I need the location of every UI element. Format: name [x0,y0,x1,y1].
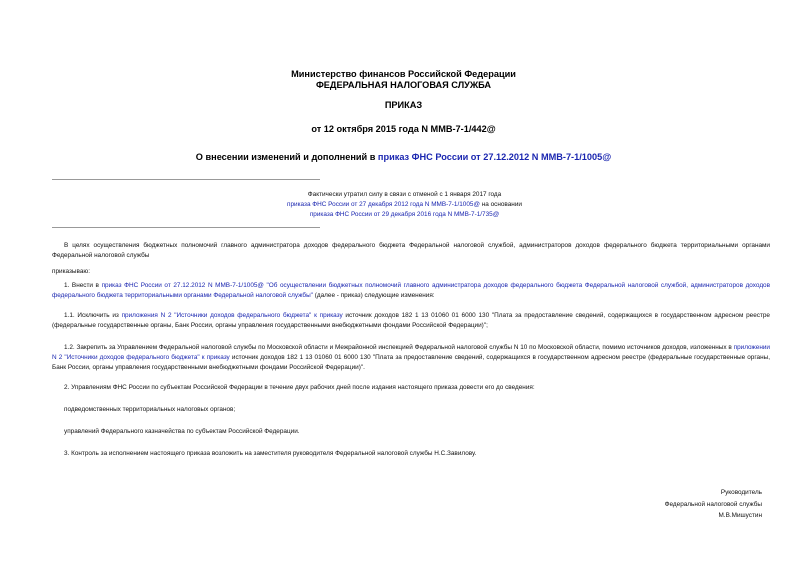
date-number: от 12 октября 2015 года N ММВ-7-1/442@ [311,124,496,134]
paragraph-2-a: подведомственных территориальных налоговых органов; [64,406,236,413]
status-note-line1: Фактически утратил силу в связи с отменой с 1 января 2017 года [307,191,502,198]
order-word: приказываю: [52,268,90,275]
status-note-suffix: на основании [479,201,522,208]
status-note-line2 [52,200,757,210]
p1-link[interactable]: приказ ФНС России от 27.12.2012 N ММВ-7-1/1005@ "Об осуществлении бюджетных полномочий главного администратора доходов федерального бюджета Федеральной налоговой службой, администраторов доходов федерального бюджета территориальными органами Федеральной налоговой службы" [52,282,770,299]
status-note-line3 [52,210,757,220]
p11-prefix: 1.1. Исключить из [64,312,122,319]
title-link[interactable]: приказ ФНС России от 27.12.2012 N ММВ-7-1/1005@ [377,152,612,162]
status-link-1[interactable]: приказа ФНС России от 27 декабря 2012 года N ММВ-7-1/1005@ [287,201,480,208]
p11-suffix: источник доходов 182 1 13 01060 01 6000 130 "Плата за предоставление сведений, содержащихся в государственном адресном реестре (федеральные государственные органы, Банк России, органы управления государственными внебюджетными фондами Российской Федерации)"; [52,312,770,329]
status-note [52,190,757,220]
signature-position-1: Руководитель [720,489,762,496]
signature-position-2: Федеральной налоговой службы [664,500,762,508]
title-prefix: О внесении изменений и дополнений в [195,152,378,162]
signature-name: М.В.Мишустин [718,512,762,519]
service-name: ФЕДЕРАЛЬНАЯ НАЛОГОВАЯ СЛУЖБА [315,80,492,90]
p12-prefix: 1.2. Закрепить за Управлением Федеральной налоговой службы по Московской области и Межрайонной инспекцией Федеральной налоговой службы N 10 по Московской области, помимо источников доходов, изложенных в [64,344,734,351]
signature-block [665,487,762,522]
p1-suffix: (далее - приказ) следующие изменения: [312,292,435,299]
paragraph-1 [52,281,770,301]
preamble: В целях осуществления бюджетных полномочий главного администратора доходов федерального бюджета Федеральной налоговой службой, администраторов доходов федерального бюджета территориальными органами Федеральной налоговой службы [52,242,770,259]
ministry-name: Министерство финансов Российской Федерации [291,69,516,79]
p1-prefix: 1. Внести в [64,282,102,289]
paragraph-3: 3. Контроль за исполнением настоящего приказа возложить на заместителя руководителя Федеральной налоговой службы Н.С.Завилову. [64,450,477,457]
paragraph-2-b: управлений Федерального казначейства по субъектам Российской Федерации. [64,428,300,435]
paragraph-2: 2. Управлениям ФНС России по субъектам Российской Федерации в течение двух рабочих дней после издания настоящего приказа довести его до сведения: [64,384,535,391]
paragraph-1-1 [52,311,770,331]
document-title [0,152,807,162]
status-link-2[interactable]: приказа ФНС России от 29 декабря 2016 года N ММВ-7-1/735@ [309,211,500,218]
p12-suffix: источник доходов 182 1 13 01060 01 6000 130 "Плата за предоставление сведений, содержащихся в государственном адресном реестре (федеральные государственные органы, Банк России, органы управления государственными внебюджетными фондами Российской Федерации)". [52,354,770,371]
p11-link[interactable]: приложения N 2 "Источники доходов федерального бюджета" к приказу [121,312,343,319]
document-header [0,69,807,91]
divider-top [52,179,320,180]
divider-bottom [52,227,320,228]
doc-type: ПРИКАЗ [384,100,423,110]
p12-link[interactable]: приложении N 2 "Источники доходов федерального бюджета" к приказу [52,344,770,361]
paragraph-1-2 [52,343,770,373]
